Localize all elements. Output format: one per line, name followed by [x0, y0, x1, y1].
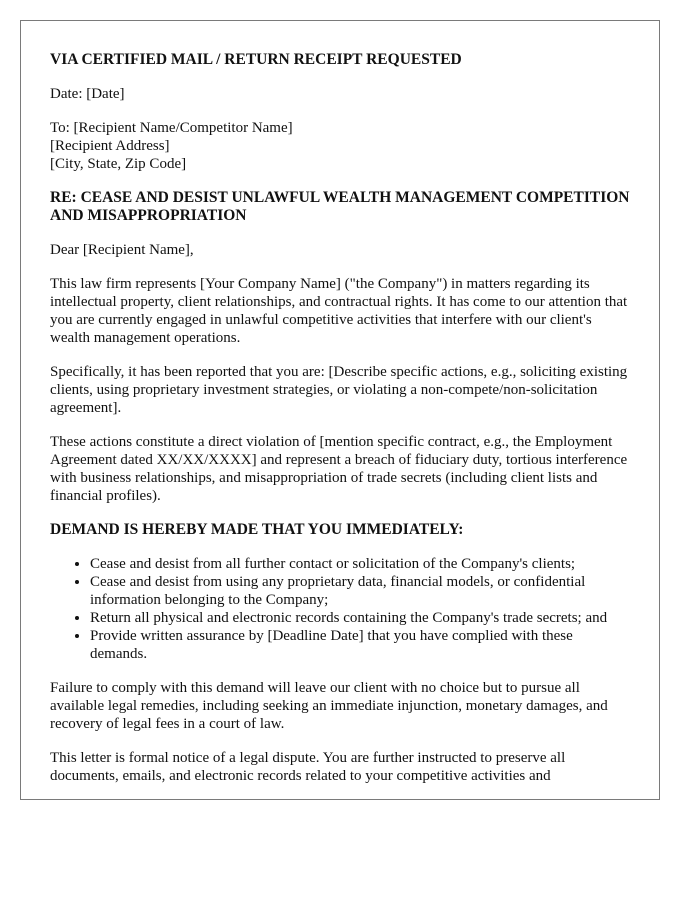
- demands-list: [50, 555, 630, 663]
- recipient-address-line: [Recipient Address]: [50, 138, 170, 154]
- demand-heading: DEMAND IS HEREBY MADE THAT YOU IMMEDIATELY:: [50, 521, 464, 538]
- violations-paragraph: These actions constitute a direct violation of [mention specific contract, e.g., the Employment Agreement dated XX/XX/XXXX] and represent a breach of fiduciary duty, tortious interference with business relationships, and misappropriation of trade secrets (including client lists and financial profiles).: [50, 434, 628, 504]
- demand-item: • Return all physical and electronic records containing the Company's trade secrets; and: [90, 609, 630, 627]
- demand-item: • Provide written assurance by [Deadline Date] that you have complied with these demands.: [90, 627, 630, 663]
- letter-body: [50, 51, 630, 800]
- salutation: Dear [Recipient Name],: [50, 242, 194, 258]
- recipient-block: [50, 119, 630, 173]
- subject-line: RE: CEASE AND DESIST UNLAWFUL WEALTH MANAGEMENT COMPETITION AND MISAPPROPRIATION: [50, 189, 630, 224]
- demand-item: • Cease and desist from all further contact or solicitation of the Company's clients;: [90, 555, 630, 573]
- intro-paragraph: This law firm represents [Your Company Name] ("the Company") in matters regarding its intellectual property, client relationships, and contractual rights. It has come to our attention that you are currently engaged in unlawful competitive activities that interfere with our client's wealth management operations.: [50, 276, 628, 346]
- preservation-paragraph: This letter is formal notice of a legal dispute. You are further instructed to preserve all documents, emails, and electronic records related to your competitive activities and: [50, 750, 566, 784]
- consequences-paragraph: Failure to comply with this demand will leave our client with no choice but to pursue all available legal remedies, including seeking an immediate injunction, monetary damages, and recovery of legal fees in a court of law.: [50, 680, 608, 732]
- recipient-name-line: To: [Recipient Name/Competitor Name]: [50, 120, 293, 136]
- specifics-paragraph: Specifically, it has been reported that you are: [Describe specific actions, e.g., soliciting existing clients, using proprietary investment strategies, or violating a non-compete/non-solicitation agreement].: [50, 364, 628, 416]
- date-line: Date: [Date]: [50, 86, 125, 102]
- letter-page: [20, 20, 660, 800]
- delivery-method-heading: VIA CERTIFIED MAIL / RETURN RECEIPT REQUESTED: [50, 51, 462, 68]
- demand-item: • Cease and desist from using any proprietary data, financial models, or confidential information belonging to the Company;: [90, 573, 630, 609]
- recipient-city-line: [City, State, Zip Code]: [50, 156, 187, 172]
